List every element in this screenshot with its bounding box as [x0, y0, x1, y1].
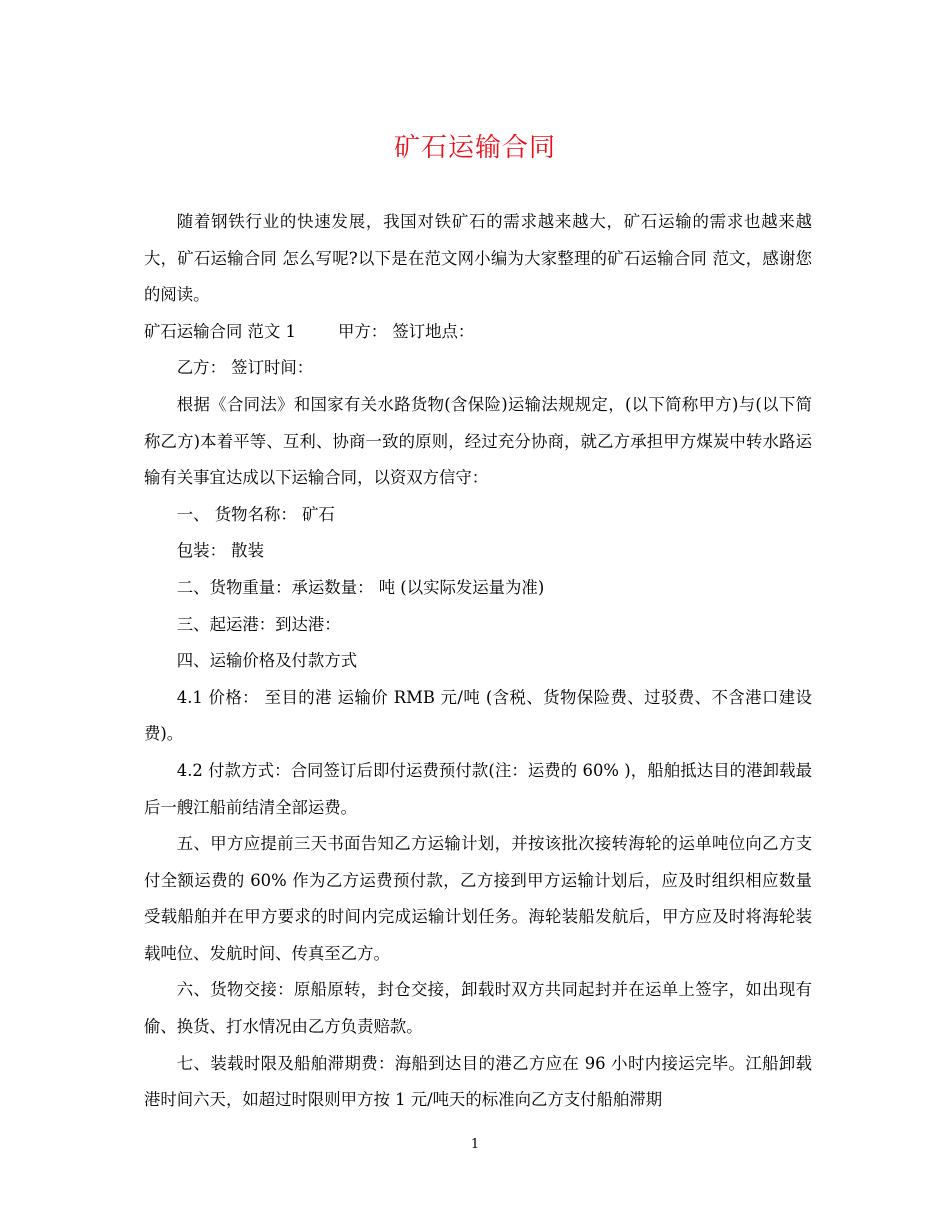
page-number: 1 — [470, 1137, 480, 1152]
sample-heading-line — [144, 314, 812, 351]
sample-heading: 矿石运输合同 范文 1 — [144, 321, 296, 341]
document-body — [144, 204, 812, 1119]
clause-7: 七、装载时限及船舶滞期费：海船到达目的港乙方应在 96 小时内接运完毕。江船卸载港时间六天，如超过时限则甲方按 1 元/吨天的标准向乙方支付船舶滞期 — [144, 1053, 812, 1110]
clause-2: 二、货物重量：承运数量： 吨 (以实际发运量为准) — [176, 577, 545, 597]
packaging-line: 包装： 散装 — [176, 541, 264, 561]
party-a-line: 甲方： 签订地点： — [337, 321, 475, 341]
clause-3: 三、起运港：到达港： — [176, 614, 341, 634]
clause-4: 四、运输价格及付款方式 — [176, 651, 358, 671]
clause-4-1: 4.1 价格： 至目的港 运输价 RMB 元/吨 (含税、货物保险费、过驳费、不含港口建设费)。 — [144, 687, 812, 744]
document-title: 矿石运输合同 — [393, 133, 556, 163]
clause-4-2: 4.2 付款方式：合同签订后即付运费预付款(注：运费的 60% )，船舶抵达目的港卸载最后一艘江船前结清全部运费。 — [144, 760, 812, 817]
clause-5: 五、甲方应提前三天书面告知乙方运输计划，并按该批次接转海轮的运单吨位向乙方支付全额运费的 60% 作为乙方运费预付款，乙方接到甲方运输计划后，应及时组织相应数量受载船舶并在甲方要求的时间内完成运输计划任务。海轮装船发航后，甲方应及时将海轮装载吨位、发航时间、传真至乙方。 — [144, 834, 812, 963]
party-b-line: 乙方： 签订时间： — [176, 358, 314, 378]
preamble-paragraph: 根据《合同法》和国家有关水路货物(含保险)运输法规规定，(以下简称甲方)与(以下简称乙方)本着平等、互利、协商一致的原则，经过充分协商，就乙方承担甲方煤炭中转水路运输有关事宜达成以下运输合同，以资双方信守： — [144, 394, 812, 488]
intro-paragraph: 随着钢铁行业的快速发展，我国对铁矿石的需求越来越大，矿石运输的需求也越来越大，矿石运输合同 怎么写呢?以下是在范文网小编为大家整理的矿石运输合同 范文，感谢您的阅读。 — [144, 212, 812, 305]
clause-1: 一、 货物名称： 矿石 — [176, 504, 335, 524]
clause-6: 六、货物交接：原船原转，封仓交接，卸载时双方共同起封并在运单上签字，如出现有偷、换货、打水情况由乙方负责赔款。 — [144, 980, 812, 1037]
